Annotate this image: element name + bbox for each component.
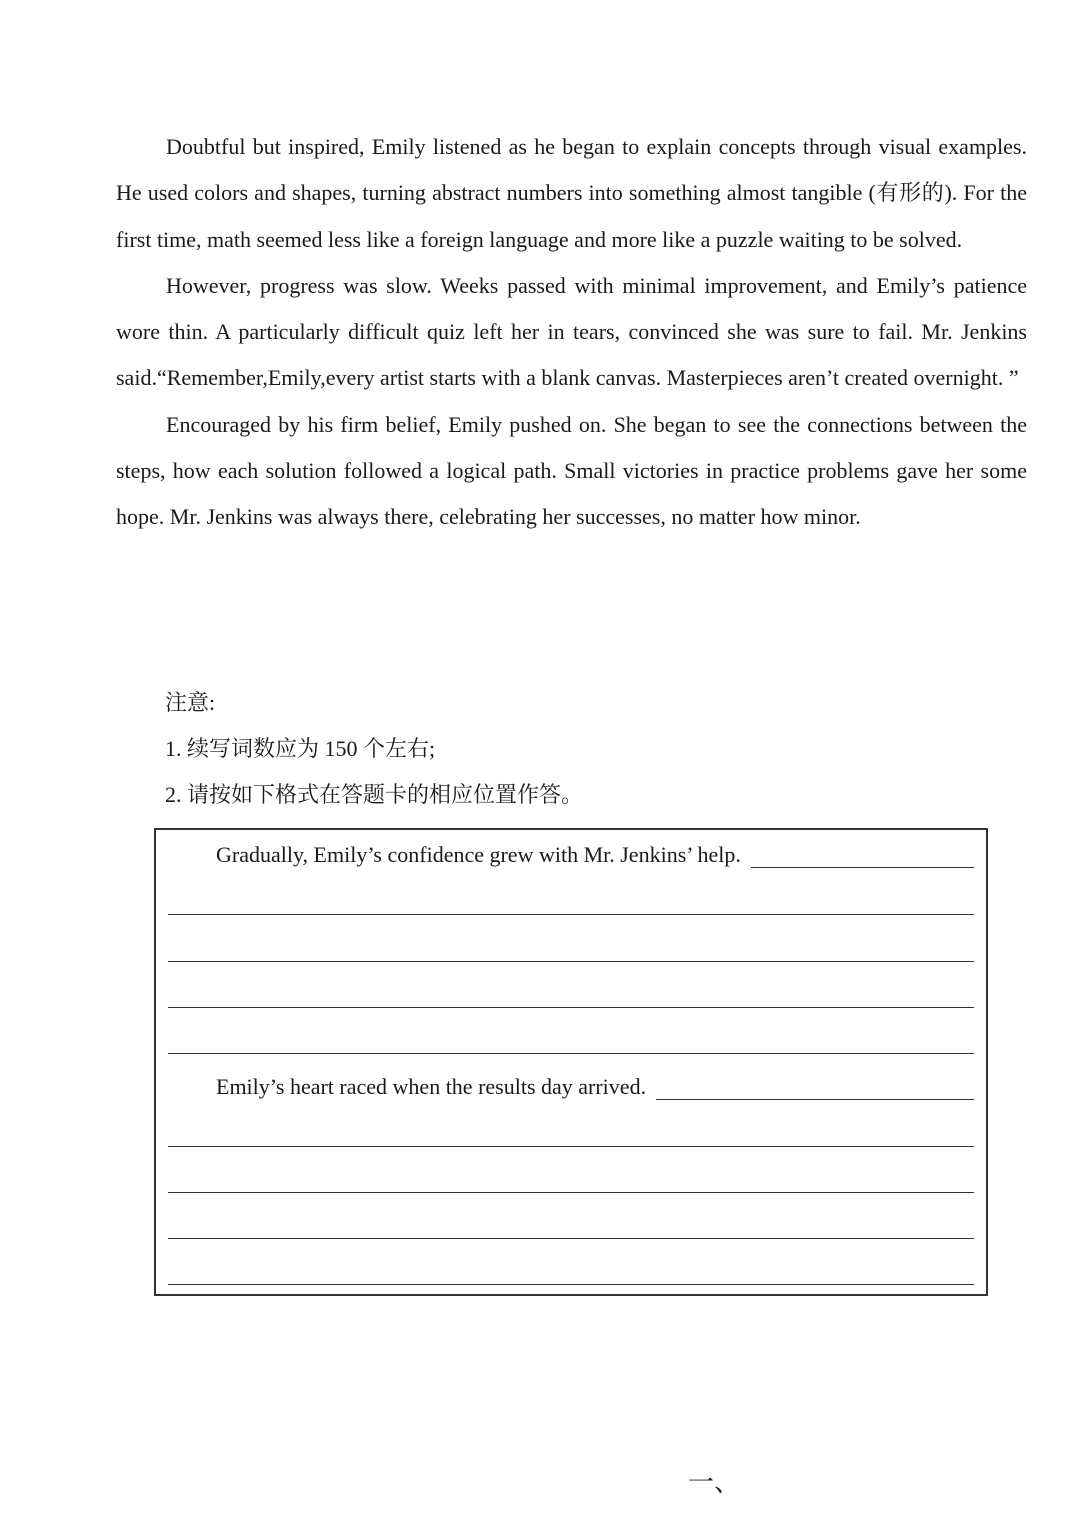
prompt-1-text: Gradually, Emily’s confidence grew with Mr. Jenkins’ help. bbox=[216, 842, 741, 867]
answer-line[interactable] bbox=[168, 1192, 974, 1193]
passage-paragraph-1: Doubtful but inspired, Emily listened as he began to explain concepts through visual examples. He used colors and shapes, turning abstract numbers into something almost tangible (有形的). For the first time, math seemed less like a foreign language and more like a puzzle waiting to be solved. bbox=[116, 134, 1027, 252]
prompt-2-blank[interactable] bbox=[656, 1098, 974, 1100]
answer-line[interactable] bbox=[168, 914, 974, 915]
passage-paragraph-2: However, progress was slow. Weeks passed with minimal improvement, and Emily’s patience wore thin. A particularly difficult quiz left her in tears, convinced she was sure to fail. Mr. Jenkins said.“Remember,Emily,every artist starts with a blank canvas. Masterpieces aren’t created overnight. ” bbox=[116, 272, 1027, 391]
answer-line[interactable] bbox=[168, 1284, 974, 1285]
continuation-prompt-1 bbox=[216, 842, 974, 868]
passage-paragraph-3: Encouraged by his firm belief, Emily pushed on. She began to see the connections between the steps, how each solution followed a logical path. Small victories in practice problems gave her some hope. Mr. Jenkins was always there, celebrating her successes, no matter how minor. bbox=[116, 411, 1027, 530]
instructions-heading: 注意: bbox=[165, 690, 216, 715]
answer-line[interactable] bbox=[168, 1146, 974, 1147]
prompt-2-text: Emily’s heart raced when the results day arrived. bbox=[216, 1074, 647, 1099]
answer-box bbox=[154, 828, 988, 1296]
instruction-item-answer-format: 2. 请按如下格式在答题卡的相应位置作答。 bbox=[165, 782, 584, 807]
page-number-mark: 一、 bbox=[688, 1468, 741, 1497]
answer-line[interactable] bbox=[168, 1238, 974, 1239]
answer-line[interactable] bbox=[168, 1053, 974, 1054]
story-passage bbox=[116, 124, 1027, 541]
answer-line[interactable] bbox=[168, 961, 974, 962]
instruction-item-word-count: 1. 续写词数应为 150 个左右; bbox=[165, 736, 436, 761]
instructions bbox=[165, 680, 1025, 818]
continuation-prompt-2 bbox=[216, 1074, 974, 1100]
prompt-1-blank[interactable] bbox=[751, 866, 974, 868]
answer-line[interactable] bbox=[168, 1007, 974, 1008]
